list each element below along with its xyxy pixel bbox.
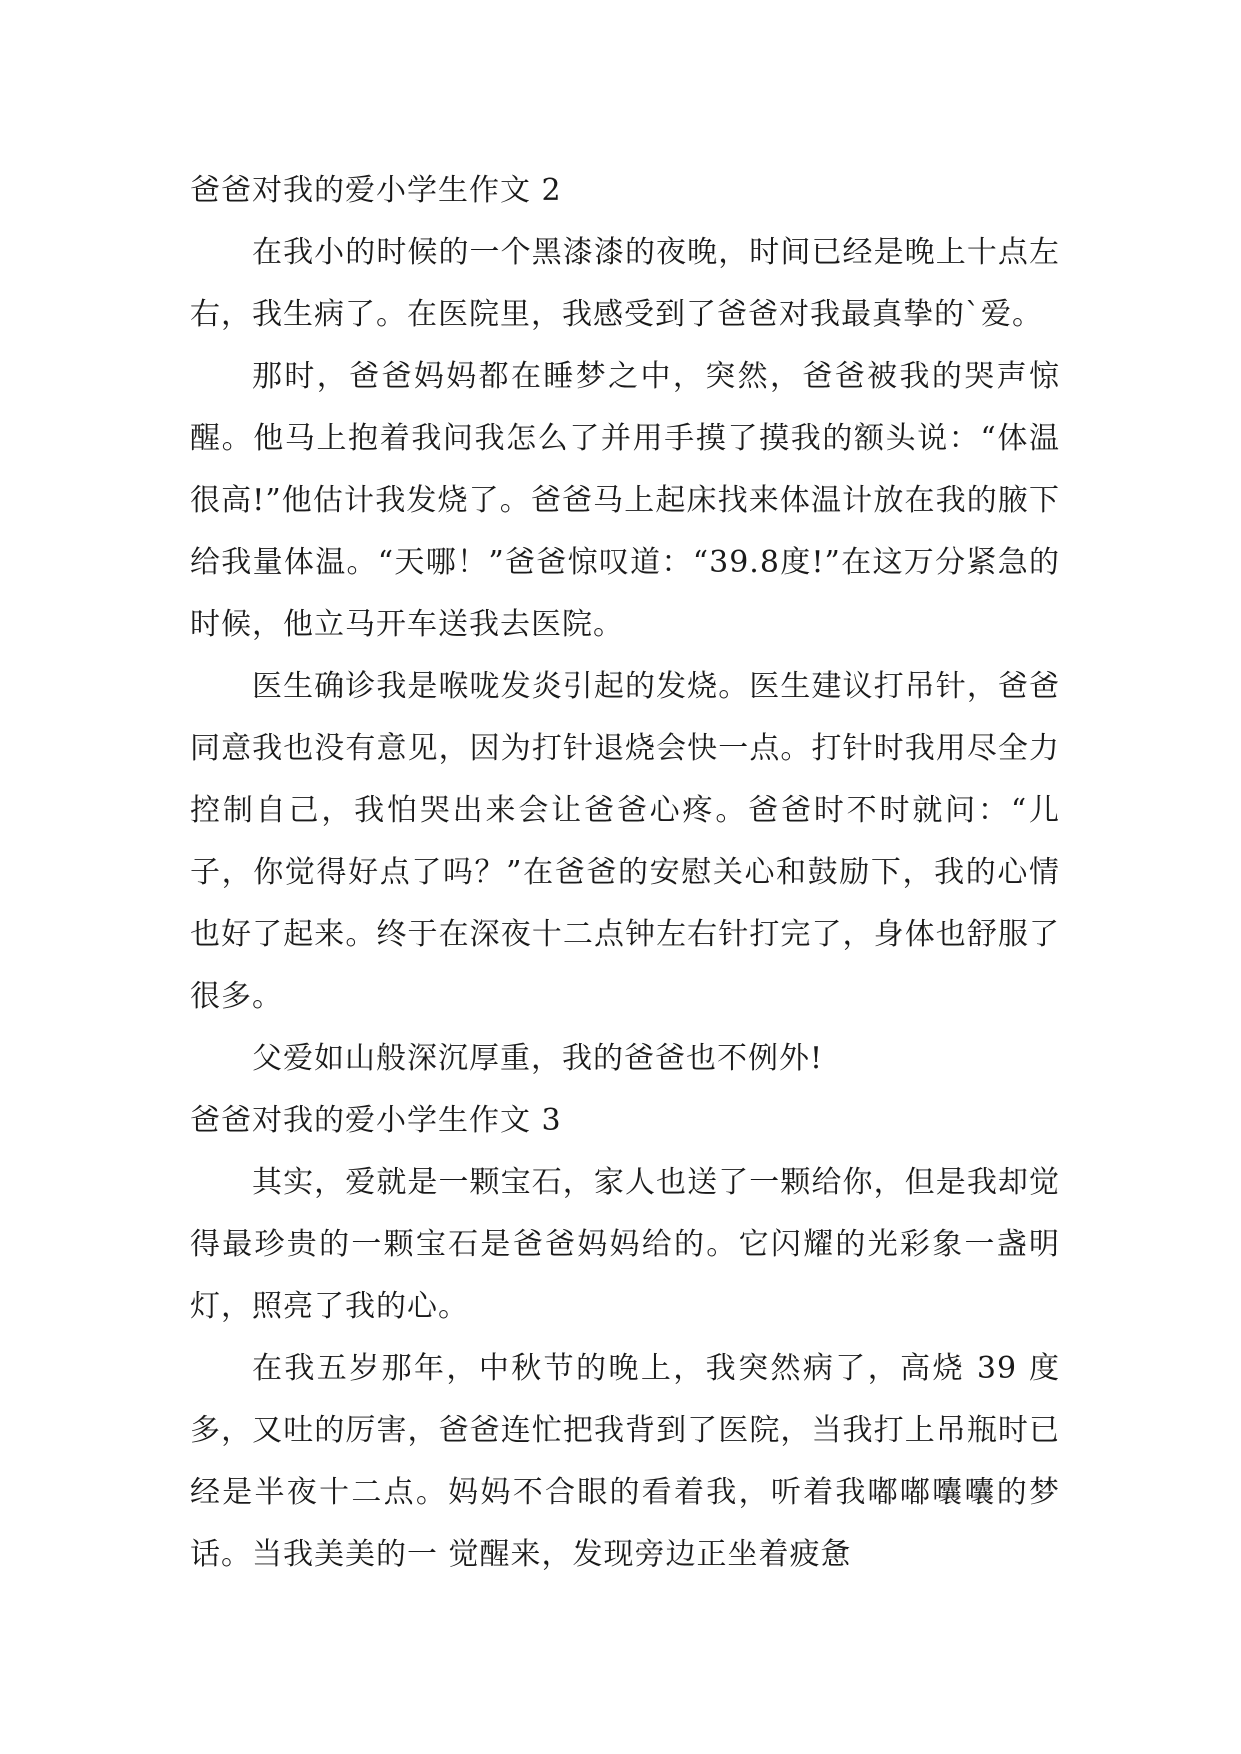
paragraph: 在我五岁那年，中秋节的晚上，我突然病了，高烧 39 度多，又吐的厉害，爸爸连忙把我背到了医院，当我打上吊瓶时已经是半夜十二点。妈妈不合眼的看着我，听着我嘟嘟囔囔的梦话。当我美美的一 觉醒来，发现旁边正坐着疲惫	[190, 1351, 1060, 1572]
document-body	[190, 160, 1060, 1586]
essay-section-2	[190, 160, 1060, 1090]
paragraph: 在我小的时候的一个黑漆漆的夜晚，时间已经是晚上十点左右，我生病了。在医院里，我感受到了爸爸对我最真挚的`爱。	[190, 235, 1060, 332]
paragraph: 父爱如山般深沉厚重，我的爸爸也不例外!	[252, 1041, 824, 1076]
paragraph: 那时，爸爸妈妈都在睡梦之中，突然，爸爸被我的哭声惊醒。他马上抱着我问我怎么了并用手摸了摸我的额头说：“体温很高!”他估计我发烧了。爸爸马上起床找来体温计放在我的腋下给我量体温。“天哪！”爸爸惊叹道：“39.8度!”在这万分紧急的时候，他立马开车送我去医院。	[190, 359, 1060, 642]
paragraph: 其实，爱就是一颗宝石，家人也送了一颗给你，但是我却觉得最珍贵的一颗宝石是爸爸妈妈给的。它闪耀的光彩象一盏明灯，照亮了我的心。	[190, 1165, 1060, 1324]
paragraph: 医生确诊我是喉咙发炎引起的发烧。医生建议打吊针，爸爸同意我也没有意见，因为打针退烧会快一点。打针时我用尽全力控制自己，我怕哭出来会让爸爸心疼。爸爸时不时就问：“儿子，你觉得好点了吗？”在爸爸的安慰关心和鼓励下，我的心情也好了起来。终于在深夜十二点钟左右针打完了，身体也舒服了很多。	[190, 669, 1060, 1014]
section-title: 爸爸对我的爱小学生作文 3	[190, 1103, 562, 1138]
section-title: 爸爸对我的爱小学生作文 2	[190, 173, 562, 208]
essay-section-3	[190, 1090, 1060, 1586]
